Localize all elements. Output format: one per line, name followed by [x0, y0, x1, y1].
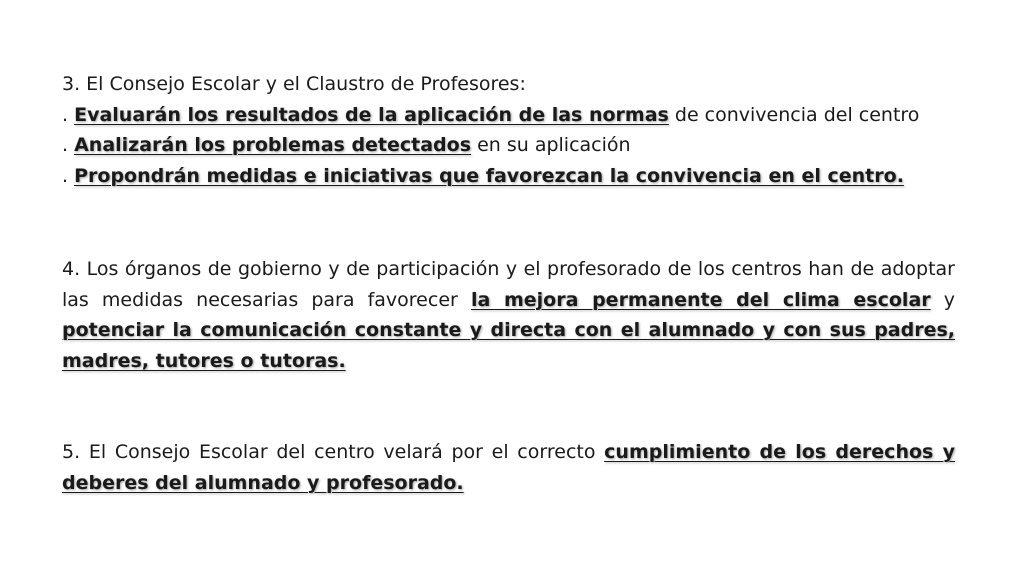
- emphasis-text: cumplimiento de los derechos y deberes del alumnado y profesorado.: [62, 441, 955, 494]
- section-5: [62, 437, 955, 498]
- section-4: [62, 254, 955, 376]
- emphasis-text: la mejora permanente del clima escolar: [470, 288, 931, 311]
- emphasis-text: Evaluarán los resultados de la aplicación de las normas: [74, 103, 669, 126]
- item-text: de convivencia del centro: [668, 103, 920, 126]
- bullet: .: [62, 134, 75, 156]
- section-3-item: [62, 130, 955, 161]
- item-text: en su aplicación: [471, 134, 631, 156]
- emphasis-text: Analizarán los problemas detectados: [74, 134, 472, 156]
- section-5-text: 5. El Consejo Escolar del centro velará por el correcto: [62, 441, 605, 463]
- bullet: .: [62, 164, 75, 187]
- section-3-item: [62, 161, 955, 192]
- bullet: .: [62, 103, 75, 126]
- emphasis-text: Propondrán medidas e iniciativas que favorezcan la convivencia en el centro.: [74, 164, 904, 187]
- section-3: [62, 69, 955, 191]
- section-4-connector: y: [930, 288, 955, 311]
- emphasis-text: potenciar la comunicación constante y directa con el alumnado y con sus padres, madres, tutores o tutoras.: [62, 319, 955, 372]
- section-3-item: [62, 100, 955, 131]
- section-3-heading: 3. El Consejo Escolar y el Claustro de Profesores:: [62, 73, 526, 95]
- section-4-text: 4. Los órganos de gobierno y de participación y el profesorado de los centros han de adoptar las medidas necesarias para favorecer: [62, 258, 955, 311]
